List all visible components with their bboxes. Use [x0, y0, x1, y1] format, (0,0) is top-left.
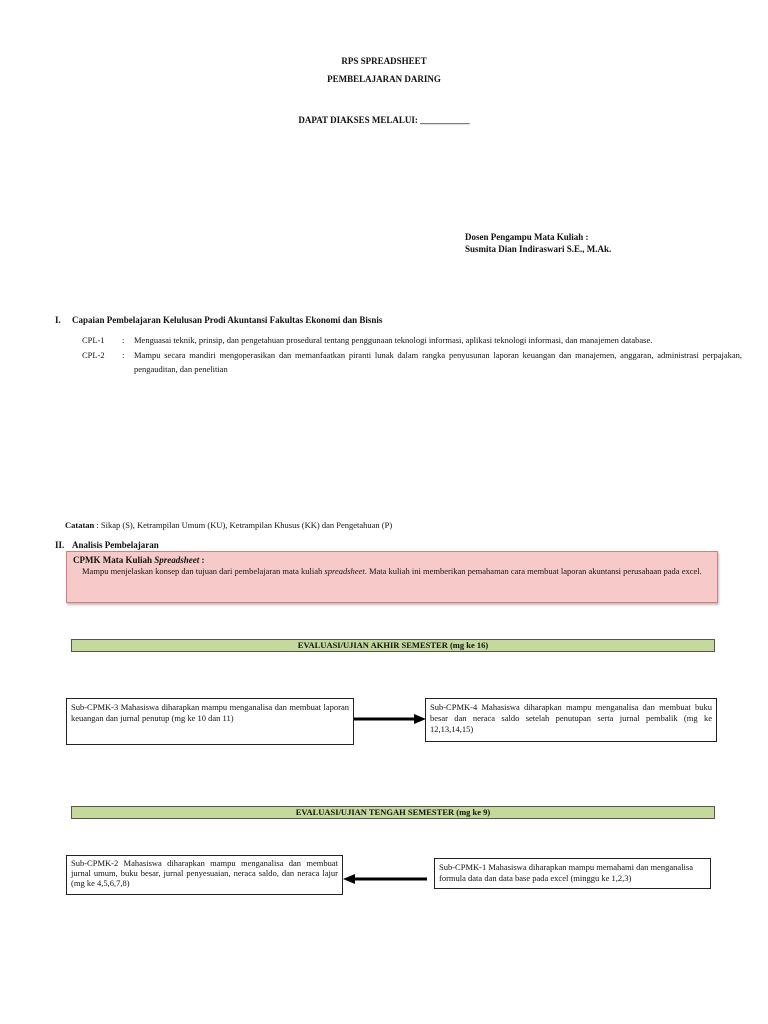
cpmk-text-italic: spreadsheet [324, 566, 365, 576]
cpl-code: CPL-1 [82, 335, 105, 345]
sub-cpmk-4-box: Sub-CPMK-4 Mahasiswa diharapkan mampu menganalisa dan membuat buku besar dan neraca saldo setelah penutupan serta jurnal pembalik (mg ke 12,13,14,15) [425, 698, 717, 742]
section1-title: Capaian Pembelajaran Kelulusan Prodi Akuntansi Fakultas Ekonomi dan Bisnis [72, 315, 383, 325]
eval-mid-bar: EVALUASI/UJIAN TENGAH SEMESTER (mg ke 9) [71, 806, 715, 819]
sub-cpmk-1-box: Sub-CPMK-1 Mahasiswa diharapkan mampu memahami dan menganalisa formula data dan data base pada excel (minggu ke 1,2,3) [434, 858, 711, 889]
sub-cpmk-2-box: Sub-CPMK-2 Mahasiswa diharapkan mampu menganalisa dan membuat jurnal umum, buku besar, jurnal penyesuaian, neraca saldo, dan neraca lajur (mg ke 4,5,6,7,8) [66, 855, 343, 895]
note-line [65, 520, 392, 531]
cpl-code: CPL-2 [82, 350, 105, 360]
cpl-colon: : [122, 335, 125, 345]
cpmk-title-italic: Spreadsheet [154, 555, 200, 565]
access-label: DAPAT DIAKSES MELALUI: ___________ [298, 115, 470, 125]
cpmk-title [73, 554, 205, 566]
sub-cpmk-3-box: Sub-CPMK-3 Mahasiswa diharapkan mampu menganalisa dan membuat laporan keuangan dan jurnal penutup (mg ke 10 dan 11) [66, 698, 354, 745]
section2-number: II. [55, 540, 65, 550]
cpl-item [82, 348, 742, 378]
cpl-text: Menguasai teknik, prinsip, dan pengetahuan prosedural tentang penggunaan teknologi informasi, aplikasi teknologi informasi, dan manajemen database. [134, 335, 653, 345]
cpl-colon: : [122, 350, 125, 360]
cpl-text: Mampu secara mandiri mengoperasikan dan memanfaatkan piranti lunak dalam rangka penyusunan laporan keuangan dan manajemen, anggaran, administrasi perpajakan, pengauditan, dan penelitian [134, 350, 742, 374]
cpmk-text-part1: Mampu menjelaskan konsep dan tujuan dari pembelajaran mata kuliah [82, 566, 325, 576]
section1-number: I. [55, 315, 61, 325]
cpmk-text [82, 566, 712, 577]
document-title: RPS SPREADSHEET [341, 56, 427, 66]
cpl-item [82, 333, 742, 347]
cpmk-text-part2: . Mata kuliah ini memberikan pemahaman cara membuat laporan akuntansi perusahaan pada excel. [364, 566, 702, 576]
lecturer-name: Susmita Dian Indiraswari S.E., M.Ak. [465, 244, 612, 254]
section2-title: Analisis Pembelajaran [72, 540, 159, 550]
document-subtitle: PEMBELAJARAN DARING [327, 74, 441, 84]
eval-final-bar: EVALUASI/UJIAN AKHIR SEMESTER (mg ke 16) [71, 639, 715, 652]
note-text: : Sikap (S), Ketrampilan Umum (KU), Ketrampilan Khusus (KK) dan Pengetahuan (P) [94, 520, 393, 530]
arrow-right-icon [354, 712, 426, 726]
arrow-left-icon [343, 872, 427, 886]
cpmk-title-suffix: : [199, 555, 205, 565]
cpmk-title-prefix: CPMK Mata Kuliah [73, 555, 155, 565]
cpmk-box [66, 551, 718, 603]
note-label: Catatan [65, 520, 95, 530]
lecturer-label: Dosen Pengampu Mata Kuliah : [465, 232, 589, 242]
